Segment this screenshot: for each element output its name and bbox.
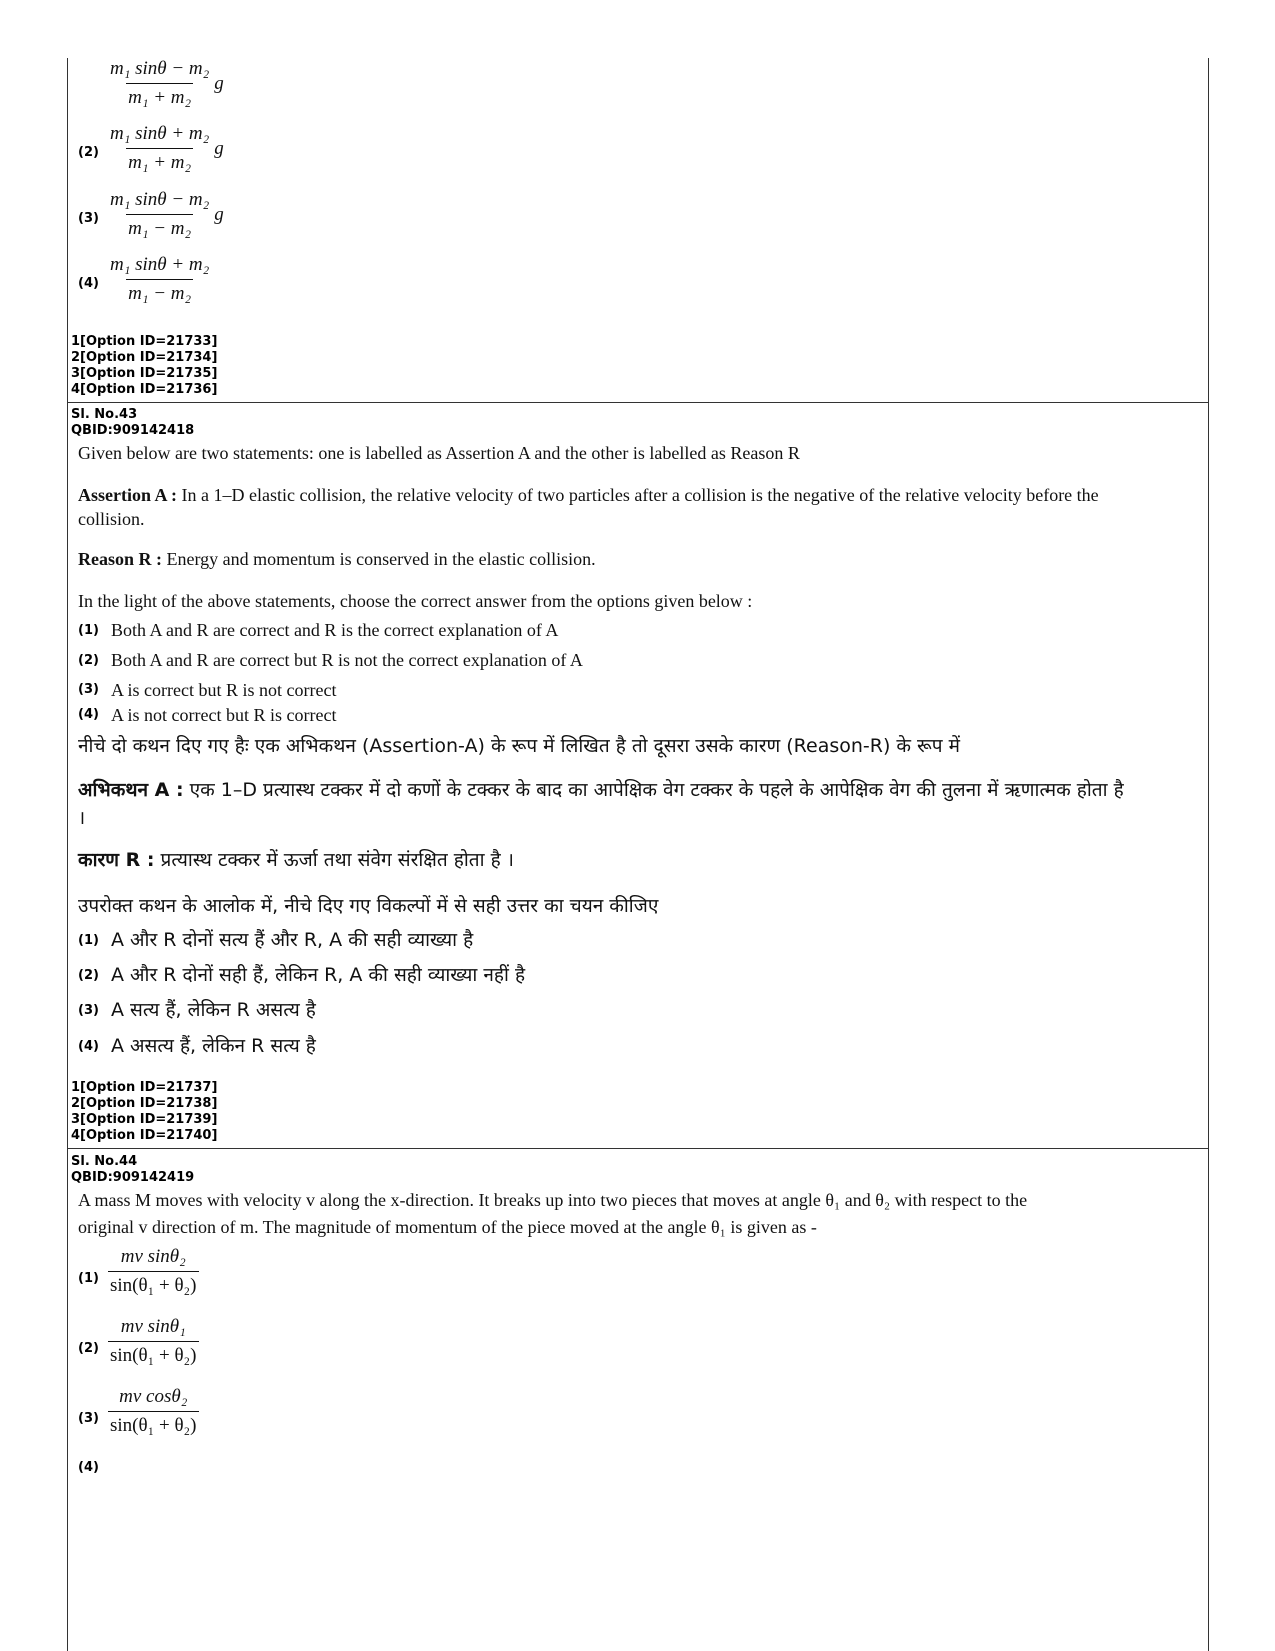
option-id: 4[Option ID=21740]	[71, 1128, 218, 1143]
q43-option-2-number: (2)	[78, 653, 99, 668]
q43-option-3-number: (3)	[78, 682, 99, 697]
q42-option-4-number: (4)	[78, 276, 99, 291]
q43-option-2-number-hi: (2)	[78, 968, 99, 983]
option-id: 1[Option ID=21737]	[71, 1080, 218, 1095]
q43-assertion-hi	[78, 776, 1128, 832]
option-id: 2[Option ID=21738]	[71, 1096, 218, 1111]
option-id: 4[Option ID=21736]	[71, 382, 218, 397]
q42-option-ids	[71, 334, 217, 398]
option-id: 3[Option ID=21739]	[71, 1112, 218, 1127]
q43-option-4-en: A is not correct but R is correct	[111, 705, 337, 725]
q43-assertion-en	[78, 483, 1168, 531]
assertion-text-hi: एक 1–D प्रत्यास्थ टक्कर में दो कणों के टक्कर के बाद का आपेक्षिक वेग टक्कर के पहले के आपेक्षिक वेग की तुलना में ऋणात्मक होता है ।	[78, 779, 1124, 829]
q43-option-3-en: A is correct but R is not correct	[111, 680, 337, 700]
q42-option-3-formula: $\frac{\text{m₁ sinθ − m₂}}{\text{m₁ − m₂}}$ g	[110, 189, 224, 239]
reason-text-hi: प्रत्यास्थ टक्कर में ऊर्जा तथा संवेग संरक्षित होता है ।	[160, 849, 514, 871]
q44-text-line-2: original v direction of m. The magnitude of momentum of the piece moved at the angle θ₁ is given as -	[78, 1217, 817, 1237]
q42-option-2-formula: $\frac{\text{m₁ sinθ + m₂}}{\text{m₁ + m₂}}$ g	[110, 123, 224, 173]
q42-option-4-formula: $\frac{\text{m₁ sinθ + m₂}}{\text{m₁ − m₂}}$	[110, 254, 210, 304]
qbid: QBID:909142419	[71, 1170, 195, 1185]
option-id: 1[Option ID=21733]	[71, 334, 218, 349]
q43-option-1-hi: A और R दोनों सत्य हैं और R, A की सही व्याख्या है	[111, 929, 474, 951]
assertion-label-hi: अभिकथन A :	[78, 779, 184, 801]
reason-label-hi: कारण R :	[78, 849, 155, 871]
qbid: QBID:909142418	[71, 423, 195, 438]
q43-option-2-hi: A और R दोनों सही हैं, लेकिन R, A की सही व्याख्या नहीं है	[111, 964, 526, 986]
option-id: 3[Option ID=21735]	[71, 366, 218, 381]
q44-option-1-number: (1)	[78, 1271, 99, 1286]
assertion-label: Assertion A :	[78, 485, 177, 505]
q43-option-3-hi: A सत्य हैं, लेकिन R असत्य है	[111, 999, 316, 1021]
serial-number: Sl. No.44	[71, 1154, 138, 1169]
q43-option-3-number-hi: (3)	[78, 1003, 99, 1018]
q43-option-1-en: Both A and R are correct and R is the correct explanation of A	[111, 620, 559, 640]
q43-intro-en: Given below are two statements: one is labelled as Assertion A and the other is labelled as Reason R	[78, 443, 800, 463]
section-divider	[68, 1148, 1208, 1149]
reason-label: Reason R :	[78, 549, 162, 569]
q42-option-2-number: (2)	[78, 145, 99, 160]
q43-intro-hi: नीचे दो कथन दिए गए हैः एक अभिकथन (Assertion-A) के रूप में लिखित है तो दूसरा उसके कारण (Reason-R) के रूप में	[78, 735, 960, 757]
q43-option-1-number: (1)	[78, 623, 99, 638]
q43-option-4-number-hi: (4)	[78, 1039, 99, 1054]
section-divider	[68, 402, 1208, 403]
q44-header	[71, 1154, 194, 1186]
reason-text: Energy and momentum is conserved in the elastic collision.	[166, 549, 596, 569]
q44-option-4-number: (4)	[78, 1460, 99, 1475]
q44-option-2-number: (2)	[78, 1341, 99, 1356]
q43-header	[71, 407, 194, 439]
q42-option-1-formula: $\frac{\text{m₁ sinθ − m₂}}{\text{m₁ + m₂}}$ g	[110, 58, 224, 108]
q43-reason-en	[78, 547, 1168, 571]
q44-text-line-1: A mass M moves with velocity v along the x-direction. It breaks up into two pieces that moves at angle θ₁ and θ₂ with respect to the	[78, 1190, 1028, 1210]
q43-option-1-number-hi: (1)	[78, 933, 99, 948]
q43-option-2-en: Both A and R are correct but R is not the correct explanation of A	[111, 650, 583, 670]
q44-option-3-number: (3)	[78, 1411, 99, 1426]
q43-prompt-hi: उपरोक्त कथन के आलोक में, नीचे दिए गए विकल्पों में से सही उत्तर का चयन कीजिए	[78, 895, 659, 917]
q43-option-4-hi: A असत्य हैं, लेकिन R सत्य है	[111, 1035, 316, 1057]
q44-option-2-formula: $\frac{\text{mv sinθ₁}}{\text{sin(θ₁ + θ₂)}}$	[110, 1316, 197, 1366]
q44-option-3-formula: $\frac{\text{mv cosθ₂}}{\text{sin(θ₁ + θ₂)}}$	[110, 1386, 197, 1436]
q44-option-1-formula: $\frac{\text{mv sinθ₂}}{\text{sin(θ₁ + θ₂)}}$	[110, 1246, 197, 1296]
option-id: 2[Option ID=21734]	[71, 350, 218, 365]
q43-option-ids	[71, 1080, 217, 1144]
q43-prompt-en: In the light of the above statements, choose the correct answer from the options given below :	[78, 591, 753, 611]
serial-number: Sl. No.43	[71, 407, 138, 422]
assertion-text: In a 1–D elastic collision, the relative velocity of two particles after a collision is the negative of the relative velocity before the collision.	[78, 485, 1099, 529]
q42-option-3-number: (3)	[78, 211, 99, 226]
q43-option-4-number: (4)	[78, 707, 99, 722]
q43-reason-hi	[78, 846, 1168, 874]
